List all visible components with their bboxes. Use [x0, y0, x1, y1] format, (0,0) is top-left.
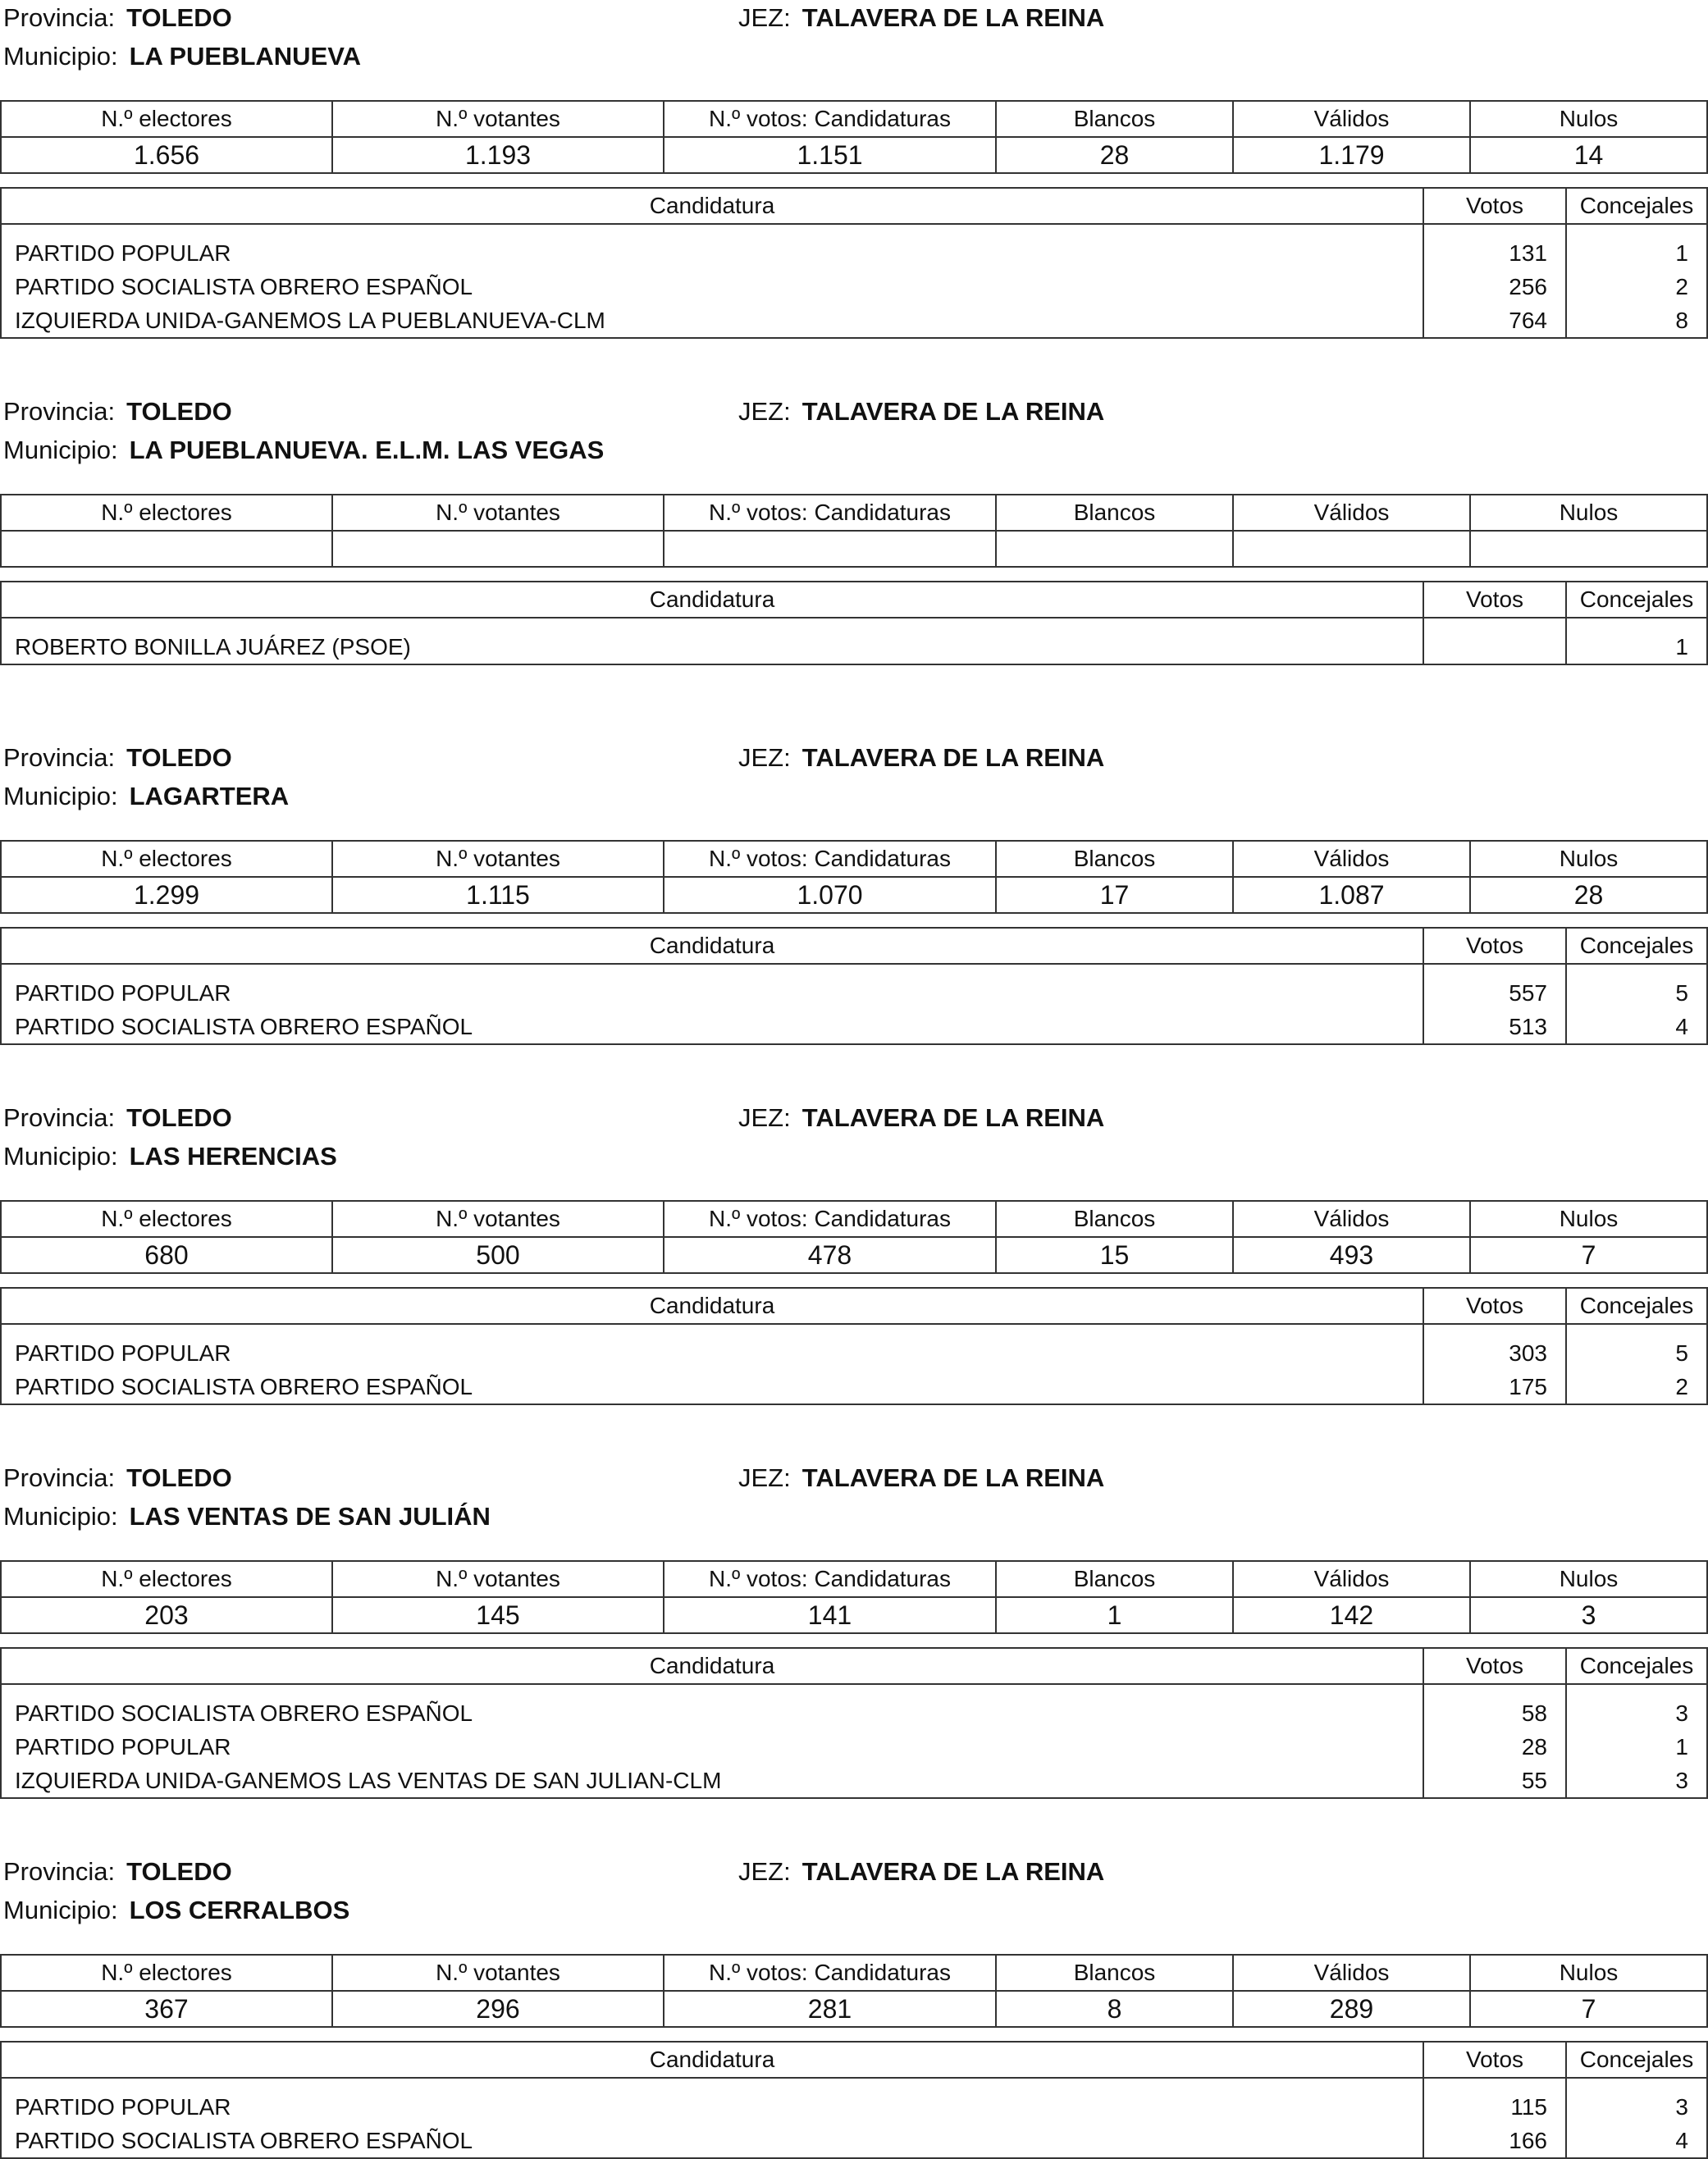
candidates-header-cell: Concejales	[1566, 1648, 1707, 1684]
stats-value-cell: 8	[996, 1991, 1233, 2027]
provincia-line	[3, 1855, 232, 1888]
stats-value-cell: 14	[1470, 137, 1707, 173]
provincia-line-value: TOLEDO	[126, 1103, 232, 1132]
candidate-row	[1, 1764, 1707, 1798]
candidate-seats: 3	[1566, 1684, 1707, 1730]
stats-value-cell: 145	[332, 1597, 664, 1633]
candidate-seats: 2	[1566, 270, 1707, 304]
stats-header-cell: N.º electores	[1, 1561, 332, 1597]
municipio-line-label: Municipio:	[3, 42, 118, 71]
candidate-votes: 513	[1423, 1010, 1566, 1044]
candidate-row	[1, 964, 1707, 1010]
stats-header-cell: Blancos	[996, 495, 1233, 531]
jez-line	[738, 1102, 1104, 1134]
stats-header-cell: N.º votos: Candidaturas	[664, 841, 996, 877]
stats-value-cell: 1.070	[664, 877, 996, 913]
candidate-row	[1, 618, 1707, 664]
stats-header-cell: Blancos	[996, 1201, 1233, 1237]
candidate-row	[1, 1370, 1707, 1404]
candidate-seats: 2	[1566, 1370, 1707, 1404]
stats-value-cell: 142	[1233, 1597, 1470, 1633]
stats-header-cell: Válidos	[1233, 1201, 1470, 1237]
candidate-row	[1, 304, 1707, 338]
candidate-votes: 256	[1423, 270, 1566, 304]
candidate-name: PARTIDO SOCIALISTA OBRERO ESPAÑOL	[1, 1010, 1423, 1044]
candidate-votes	[1423, 618, 1566, 664]
stats-value-cell: 7	[1470, 1237, 1707, 1273]
candidates-header-cell: Votos	[1423, 928, 1566, 964]
candidate-name: IZQUIERDA UNIDA-GANEMOS LAS VENTAS DE SAN JULIAN-CLM	[1, 1764, 1423, 1798]
stats-header-cell: N.º votantes	[332, 495, 664, 531]
candidates-header-cell: Candidatura	[1, 1288, 1423, 1324]
candidate-row	[1, 1730, 1707, 1764]
candidates-table	[0, 581, 1708, 665]
candidate-row	[1, 2124, 1707, 2158]
stats-value-cell: 28	[996, 137, 1233, 173]
candidates-header-cell: Votos	[1423, 188, 1566, 224]
municipio-line	[3, 40, 361, 73]
candidate-name: PARTIDO POPULAR	[1, 1730, 1423, 1764]
stats-header-cell: Válidos	[1233, 101, 1470, 137]
jez-line-label: JEZ:	[738, 397, 791, 426]
municipio-line	[3, 1894, 349, 1927]
stats-header-cell: N.º votantes	[332, 1201, 664, 1237]
stats-header-cell: Blancos	[996, 1955, 1233, 1991]
candidate-seats: 4	[1566, 2124, 1707, 2158]
stats-header-cell: N.º votantes	[332, 1561, 664, 1597]
stats-table	[0, 1954, 1708, 2028]
municipio-line-value: LAGARTERA	[129, 782, 290, 810]
municipio-line-value: LAS HERENCIAS	[129, 1142, 337, 1171]
jez-line-label: JEZ:	[738, 3, 791, 32]
stats-value-cell	[332, 531, 664, 567]
stats-header-cell: N.º votos: Candidaturas	[664, 495, 996, 531]
stats-value-cell: 680	[1, 1237, 332, 1273]
jez-line-label: JEZ:	[738, 1857, 791, 1886]
jez-line	[738, 1855, 1104, 1888]
candidate-row	[1, 224, 1707, 270]
candidates-header-cell: Candidatura	[1, 928, 1423, 964]
jez-line-label: JEZ:	[738, 743, 791, 772]
candidate-name: PARTIDO SOCIALISTA OBRERO ESPAÑOL	[1, 1370, 1423, 1404]
stats-header-cell: Nulos	[1470, 1561, 1707, 1597]
candidate-seats: 1	[1566, 618, 1707, 664]
candidates-header-cell: Votos	[1423, 2042, 1566, 2078]
provincia-line-label: Provincia:	[3, 1463, 116, 1492]
candidate-row	[1, 270, 1707, 304]
municipio-line-value: LOS CERRALBOS	[129, 1896, 350, 1924]
stats-header-cell: N.º votos: Candidaturas	[664, 1561, 996, 1597]
stats-header-cell: N.º electores	[1, 1955, 332, 1991]
candidate-votes: 175	[1423, 1370, 1566, 1404]
stats-value-cell: 281	[664, 1991, 996, 2027]
stats-value-cell: 141	[664, 1597, 996, 1633]
candidates-header-cell: Votos	[1423, 1648, 1566, 1684]
stats-value-cell: 3	[1470, 1597, 1707, 1633]
stats-value-cell	[664, 531, 996, 567]
provincia-line-value: TOLEDO	[126, 1463, 232, 1492]
candidate-votes: 764	[1423, 304, 1566, 338]
candidate-name: PARTIDO POPULAR	[1, 224, 1423, 270]
stats-value-cell: 1	[996, 1597, 1233, 1633]
stats-header-cell: N.º votantes	[332, 841, 664, 877]
candidates-header-cell: Concejales	[1566, 2042, 1707, 2078]
provincia-line-value: TOLEDO	[126, 397, 232, 426]
stats-header-cell: Válidos	[1233, 1561, 1470, 1597]
provincia-line-label: Provincia:	[3, 1857, 116, 1886]
provincia-line-value: TOLEDO	[126, 1857, 232, 1886]
stats-header-cell: N.º votos: Candidaturas	[664, 101, 996, 137]
municipio-line-value: LA PUEBLANUEVA. E.L.M. LAS VEGAS	[129, 436, 605, 464]
stats-value-cell: 478	[664, 1237, 996, 1273]
candidate-votes: 131	[1423, 224, 1566, 270]
jez-line-value: TALAVERA DE LA REINA	[801, 1857, 1105, 1886]
candidates-header-cell: Concejales	[1566, 188, 1707, 224]
candidate-votes: 557	[1423, 964, 1566, 1010]
provincia-line	[3, 1102, 232, 1134]
provincia-line-label: Provincia:	[3, 3, 116, 32]
stats-value-cell: 1.115	[332, 877, 664, 913]
stats-value-cell	[996, 531, 1233, 567]
stats-header-cell: Nulos	[1470, 1201, 1707, 1237]
candidate-votes: 58	[1423, 1684, 1566, 1730]
candidate-votes: 303	[1423, 1324, 1566, 1370]
candidates-header-cell: Concejales	[1566, 1288, 1707, 1324]
municipio-line-label: Municipio:	[3, 782, 118, 810]
stats-header-cell: Blancos	[996, 841, 1233, 877]
candidate-name: PARTIDO POPULAR	[1, 964, 1423, 1010]
municipio-line-label: Municipio:	[3, 436, 118, 464]
provincia-line	[3, 2, 232, 34]
jez-line	[738, 1462, 1104, 1495]
stats-header-cell: Nulos	[1470, 841, 1707, 877]
candidates-table	[0, 1647, 1708, 1799]
candidate-seats: 1	[1566, 224, 1707, 270]
stats-value-cell	[1233, 531, 1470, 567]
candidates-header-cell: Candidatura	[1, 2042, 1423, 2078]
stats-header-cell: N.º electores	[1, 1201, 332, 1237]
stats-table	[0, 100, 1708, 174]
stats-value-cell: 7	[1470, 1991, 1707, 2027]
jez-line	[738, 742, 1104, 774]
candidates-table	[0, 927, 1708, 1045]
stats-header-cell: Blancos	[996, 101, 1233, 137]
candidate-votes: 28	[1423, 1730, 1566, 1764]
jez-line-value: TALAVERA DE LA REINA	[801, 1103, 1105, 1132]
municipio-line-label: Municipio:	[3, 1502, 118, 1531]
stats-value-cell	[1, 531, 332, 567]
stats-header-cell: Nulos	[1470, 101, 1707, 137]
jez-line	[738, 2, 1104, 34]
jez-line-value: TALAVERA DE LA REINA	[801, 1463, 1105, 1492]
stats-value-cell: 367	[1, 1991, 332, 2027]
candidates-header-cell: Candidatura	[1, 582, 1423, 618]
stats-value-cell: 1.656	[1, 137, 332, 173]
candidates-header-cell: Candidatura	[1, 188, 1423, 224]
stats-value-cell: 1.179	[1233, 137, 1470, 173]
candidate-seats: 8	[1566, 304, 1707, 338]
stats-header-cell: Nulos	[1470, 495, 1707, 531]
stats-header-cell: Válidos	[1233, 1955, 1470, 1991]
candidate-name: IZQUIERDA UNIDA-GANEMOS LA PUEBLANUEVA-CLM	[1, 304, 1423, 338]
municipio-line-label: Municipio:	[3, 1896, 118, 1924]
candidates-header-cell: Concejales	[1566, 582, 1707, 618]
candidates-header-cell: Votos	[1423, 582, 1566, 618]
candidate-name: PARTIDO SOCIALISTA OBRERO ESPAÑOL	[1, 270, 1423, 304]
provincia-line	[3, 1462, 232, 1495]
candidate-row	[1, 1010, 1707, 1044]
stats-value-cell: 1.087	[1233, 877, 1470, 913]
jez-line-label: JEZ:	[738, 1463, 791, 1492]
stats-table	[0, 1560, 1708, 1634]
stats-table	[0, 840, 1708, 914]
provincia-line-label: Provincia:	[3, 1103, 116, 1132]
stats-value-cell: 203	[1, 1597, 332, 1633]
municipio-line	[3, 1500, 491, 1533]
candidate-row	[1, 1684, 1707, 1730]
candidates-table	[0, 187, 1708, 339]
candidate-name: PARTIDO SOCIALISTA OBRERO ESPAÑOL	[1, 1684, 1423, 1730]
candidate-name: ROBERTO BONILLA JUÁREZ (PSOE)	[1, 618, 1423, 664]
stats-header-cell: N.º votantes	[332, 101, 664, 137]
candidate-votes: 55	[1423, 1764, 1566, 1798]
provincia-line-label: Provincia:	[3, 397, 116, 426]
stats-header-cell: Válidos	[1233, 841, 1470, 877]
stats-value-cell: 500	[332, 1237, 664, 1273]
municipio-line	[3, 434, 604, 467]
provincia-line-label: Provincia:	[3, 743, 116, 772]
candidate-seats: 3	[1566, 1764, 1707, 1798]
candidate-seats: 4	[1566, 1010, 1707, 1044]
candidate-seats: 3	[1566, 2078, 1707, 2124]
stats-value-cell: 1.299	[1, 877, 332, 913]
candidate-seats: 5	[1566, 1324, 1707, 1370]
stats-value-cell: 17	[996, 877, 1233, 913]
stats-header-cell: Blancos	[996, 1561, 1233, 1597]
candidate-votes: 166	[1423, 2124, 1566, 2158]
municipio-line-label: Municipio:	[3, 1142, 118, 1171]
candidate-votes: 115	[1423, 2078, 1566, 2124]
stats-value-cell: 493	[1233, 1237, 1470, 1273]
candidates-table	[0, 1287, 1708, 1405]
stats-value-cell: 15	[996, 1237, 1233, 1273]
provincia-line	[3, 742, 232, 774]
municipio-line-value: LAS VENTAS DE SAN JULIÁN	[129, 1502, 491, 1531]
stats-header-cell: N.º electores	[1, 101, 332, 137]
stats-header-cell: Nulos	[1470, 1955, 1707, 1991]
provincia-line	[3, 395, 232, 428]
stats-value-cell: 1.193	[332, 137, 664, 173]
municipio-line	[3, 780, 289, 813]
stats-header-cell: N.º votos: Candidaturas	[664, 1201, 996, 1237]
stats-header-cell: N.º electores	[1, 841, 332, 877]
stats-value-cell: 296	[332, 1991, 664, 2027]
provincia-line-value: TOLEDO	[126, 743, 232, 772]
municipio-line-value: LA PUEBLANUEVA	[129, 42, 362, 71]
candidates-header-cell: Votos	[1423, 1288, 1566, 1324]
jez-line-value: TALAVERA DE LA REINA	[801, 3, 1105, 32]
candidate-name: PARTIDO POPULAR	[1, 2078, 1423, 2124]
stats-header-cell: N.º votos: Candidaturas	[664, 1955, 996, 1991]
candidate-seats: 1	[1566, 1730, 1707, 1764]
candidate-seats: 5	[1566, 964, 1707, 1010]
stats-value-cell	[1470, 531, 1707, 567]
stats-value-cell: 289	[1233, 1991, 1470, 2027]
candidates-header-cell: Candidatura	[1, 1648, 1423, 1684]
stats-table	[0, 1200, 1708, 1274]
candidate-name: PARTIDO POPULAR	[1, 1324, 1423, 1370]
stats-value-cell: 28	[1470, 877, 1707, 913]
stats-header-cell: N.º electores	[1, 495, 332, 531]
stats-table	[0, 494, 1708, 568]
candidates-table	[0, 2041, 1708, 2159]
candidate-name: PARTIDO SOCIALISTA OBRERO ESPAÑOL	[1, 2124, 1423, 2158]
jez-line-value: TALAVERA DE LA REINA	[801, 743, 1105, 772]
stats-header-cell: N.º votantes	[332, 1955, 664, 1991]
provincia-line-value: TOLEDO	[126, 3, 232, 32]
stats-header-cell: Válidos	[1233, 495, 1470, 531]
candidate-row	[1, 1324, 1707, 1370]
municipio-line	[3, 1140, 337, 1173]
candidate-row	[1, 2078, 1707, 2124]
candidates-header-cell: Concejales	[1566, 928, 1707, 964]
jez-line-label: JEZ:	[738, 1103, 791, 1132]
jez-line	[738, 395, 1104, 428]
jez-line-value: TALAVERA DE LA REINA	[801, 397, 1105, 426]
stats-value-cell: 1.151	[664, 137, 996, 173]
